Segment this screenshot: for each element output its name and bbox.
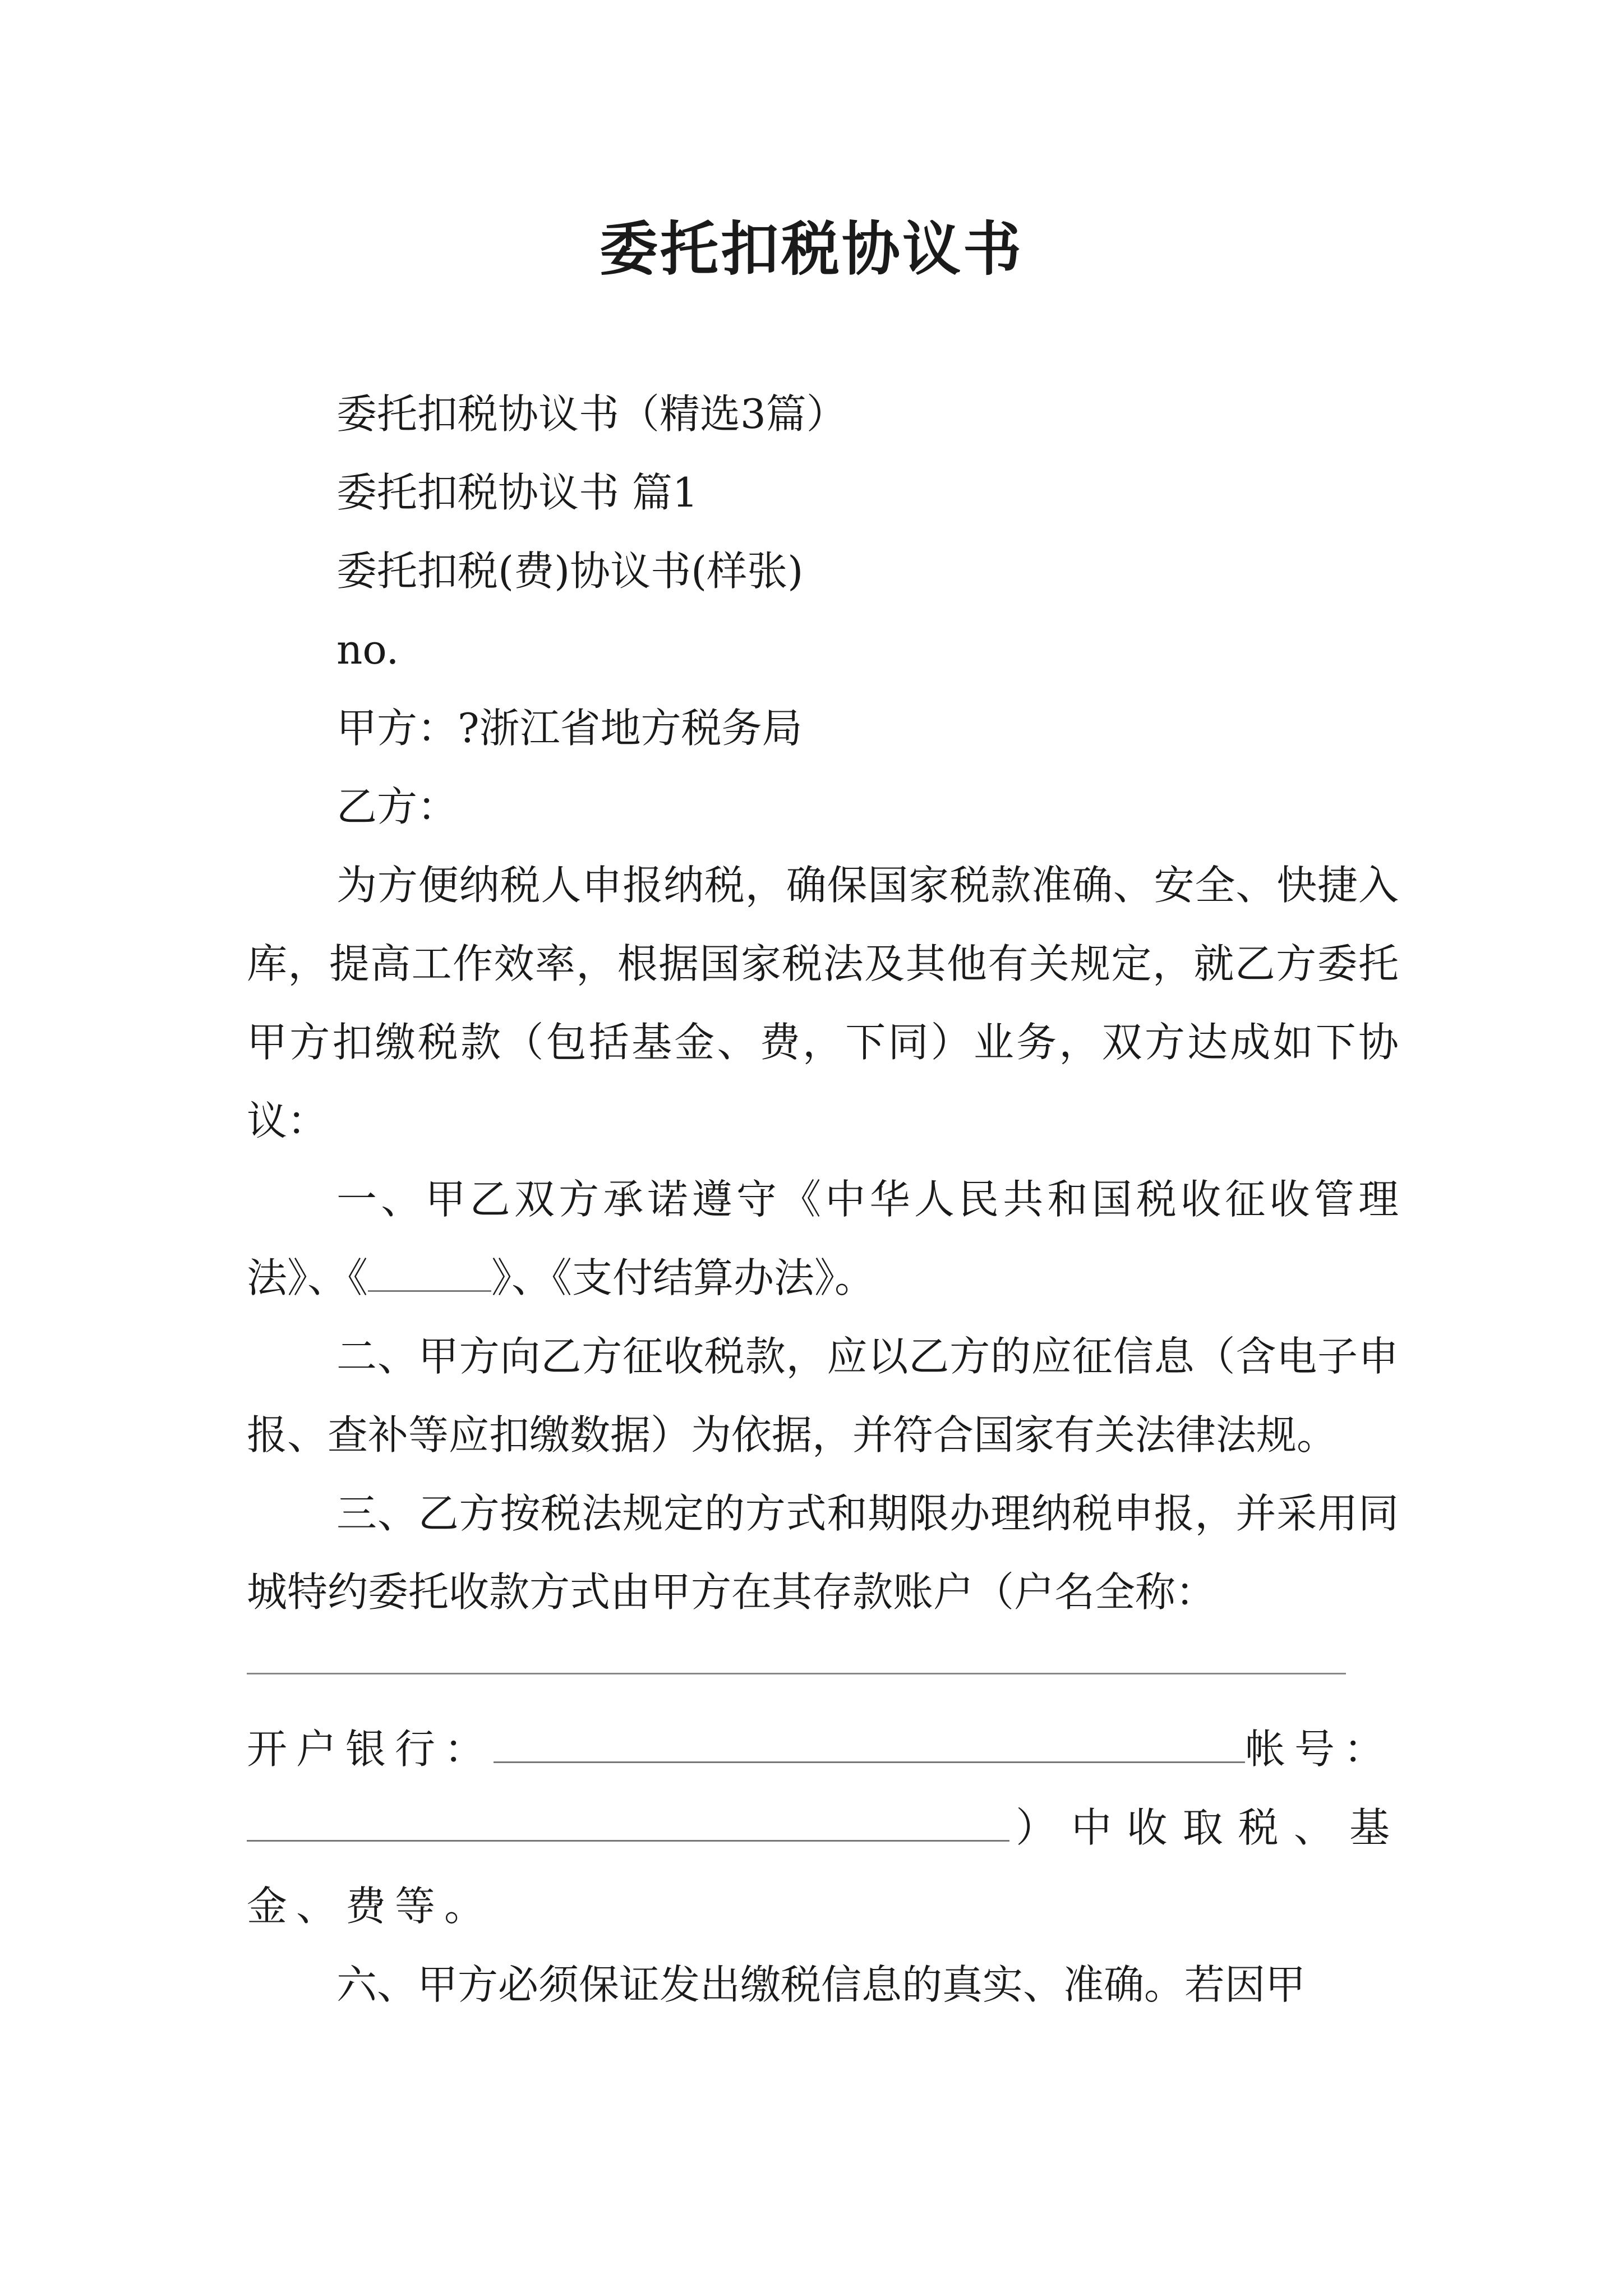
paragraph-clause-1 xyxy=(247,1160,1399,1317)
collection-tail: ）中收取税、基金、费等。 xyxy=(247,1804,1399,1930)
clause-1-text-a: 一、甲乙双方承诺遵守《中华人民共和国税收征收管理法》、《 xyxy=(247,1176,1399,1301)
account-name-underline xyxy=(247,1673,1346,1674)
clause-1-text-b: 》、《支付结算办法》。 xyxy=(491,1254,875,1301)
paragraph-clause-3: 三、乙方按税法规定的方式和期限办理纳税申报，并采用同城特约委托收款方式由甲方在其存款账户（户名全称： xyxy=(247,1490,1399,1616)
account-number-line xyxy=(247,1788,1399,1945)
document-body xyxy=(247,375,1399,2024)
paragraph-clause-2: 二、甲方向乙方征收税款，应以乙方的应征信息（含电子申报、查补等应扣缴数据）为依据，并符合国家有关法律法规。 xyxy=(247,1333,1399,1458)
bank-label: 开户银行： xyxy=(247,1726,494,1773)
party-b-line: 乙方： xyxy=(336,783,458,830)
subtitle-line: 委托扣税协议书（精选3篇） xyxy=(336,390,847,438)
paragraph-clause-6: 六、甲方必须保证发出缴税信息的真实、准确。若因甲 xyxy=(336,1961,1306,2008)
section-heading: 委托扣税协议书 篇1 xyxy=(336,469,698,516)
account-label: 帐号： xyxy=(1245,1726,1394,1773)
agreement-heading: 委托扣税(费)协议书(样张) xyxy=(336,547,804,595)
party-a-line: 甲方：?浙江省地方税务局 xyxy=(336,705,803,752)
blank-field-account xyxy=(247,1801,1009,1842)
account-name-blank xyxy=(247,1631,1399,1710)
bank-line xyxy=(247,1710,1399,1788)
number-line: no. xyxy=(336,626,399,673)
blank-field-bank xyxy=(494,1722,1245,1763)
blank-field-law xyxy=(368,1251,491,1292)
paragraph-intro: 为方便纳税人申报纳税，确保国家税款准确、安全、快捷入库，提高工作效率，根据国家税法及其他有关规定，就乙方委托甲方扣缴税款（包括基金、费，下同）业务，双方达成如下协议： xyxy=(247,862,1399,1144)
document-title: 委托扣税协议书 xyxy=(599,214,1023,283)
